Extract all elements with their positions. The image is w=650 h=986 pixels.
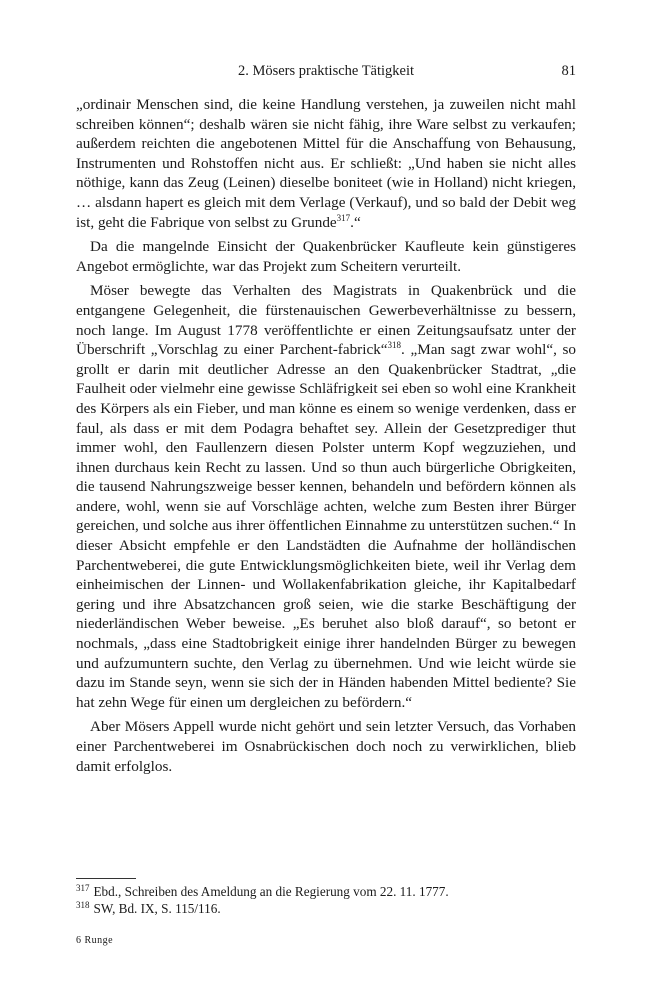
- paragraph-3: [76, 281, 576, 712]
- footnote-317: [76, 883, 576, 900]
- paragraph-text: „ordinair Menschen sind, die keine Handlung verstehen, ja zuweilen nicht mahl schreiben können“; deshalb wären sie nicht fähig, ihre Ware selbst zu verkaufen; außerdem reichten die angebotenen Mittel für die Anschaffung von Behausung, Instrumenten und Rohstoffen nicht aus. Er schließt: „Und haben sie nicht alles nöthige, kann das Zeug (Leinen) dieselbe boniteet (wie in Holland) nicht kriegen, … alsdann hapert es gleich mit dem Verlage (Verkauf), und so bald der Debit weg ist, geht die Fabrique von selbst zu Grunde: [76, 96, 576, 231]
- footnote-ref-318: 318: [387, 340, 402, 351]
- footnote-318: [76, 900, 576, 917]
- body-text: [76, 95, 576, 781]
- signature-mark: 6 Runge: [76, 935, 114, 946]
- running-head: [76, 63, 576, 83]
- footnote-text: SW, Bd. IX, S. 115/116.: [93, 901, 221, 916]
- footnotes: [76, 883, 576, 917]
- paragraph-text: Möser bewegte das Verhalten des Magistrats in Quakenbrück und die entgangene Gelegenheit, die fürstenauischen Gewerbeverhältnisse zu bessern, noch lange. Im August 1778 veröffentlichte er einen Zeitungsaufsatz unter der Überschrift „Vorschlag zu einer Parchent-fabrick“: [76, 282, 576, 359]
- paragraph-text: Aber Mösers Appell wurde nicht gehört und sein letzter Versuch, das Vorhaben einer Parchentweberei im Osnabrückischen doch noch zu verwirklichen, blieb damit erfolglos.: [76, 718, 576, 775]
- paragraph-4: [76, 717, 576, 776]
- chapter-title: 2. Mösers praktische Tätigkeit: [237, 63, 415, 79]
- page-number: 81: [561, 63, 576, 79]
- footnote-divider: [76, 878, 136, 879]
- footnote-ref-317: 317: [336, 212, 351, 223]
- paragraph-text: . „Man sagt zwar wohl“, so grollt er darin mit deutlicher Adresse an den Quakenbrücker Stadtrat, „die Faulheit oder vielmehr eine gewisse Schläfrigkeit sei eben so wohl eine Krankheit des Körpers als ein Fieber, und man könne es einem so wenige verdenken, dass er faul, als dass er mit dem Podagra behaftet sey. Allein der Gesetzprediger thut immer wohl, den Faullenzern diesen Polster unterm Kopf wegzuziehen, und ihnen durchaus kein Recht zu lassen. Und so thun auch bürgerliche Obrigkeiten, die tausend Nahrungszweige besser kennen, behandeln und befördern können als andere, wohl, wenn sie auf Vorschläge achten, welche zum Besten ihrer Bürger gereichen, und solche aus ihrer öffentlichen Einnahme zu unterstützen suchen.“ In dieser Absicht empfehle er den Landstädten die Aufnahme der holländischen Parchentweberei, die gute Entwicklungsmöglichkeiten biete, weil ihr Verlag dem einheimischen der Linnen- und Wollakenfabrikation gleiche, ihr Kapitalbedarf gering und ihre Absatzchancen groß seien, wie die starke Beschäftigung der niederländischen Weber beweise. „Es beruhet also bloß darauf“, so betont er nochmals, „dass eine Stadtobrigkeit einige ihrer handelnden Bürger zu bewegen und aufzumuntern suchte, den Verlag zu übernehmen. Und wie leicht würde sie dazu im Stande seyn, wenn sie sich der in Händen habenden Mittel bediente? Sie hat zehn Wege für einen um dergleichen zu befördern.“: [76, 341, 577, 711]
- footnote-number: 318: [76, 899, 90, 910]
- paragraph-1: [76, 95, 576, 232]
- footnote-text: Ebd., Schreiben des Ameldung an die Regierung vom 22. 11. 1777.: [93, 884, 449, 899]
- paragraph-text: .“: [350, 213, 361, 231]
- paragraph-text: Da die mangelnde Einsicht der Quakenbrücker Kaufleute kein günstigeres Angebot ermöglichte, war das Projekt zum Scheitern verurteilt.: [76, 238, 576, 275]
- paragraph-2: [76, 237, 576, 276]
- footnote-number: 317: [76, 882, 90, 893]
